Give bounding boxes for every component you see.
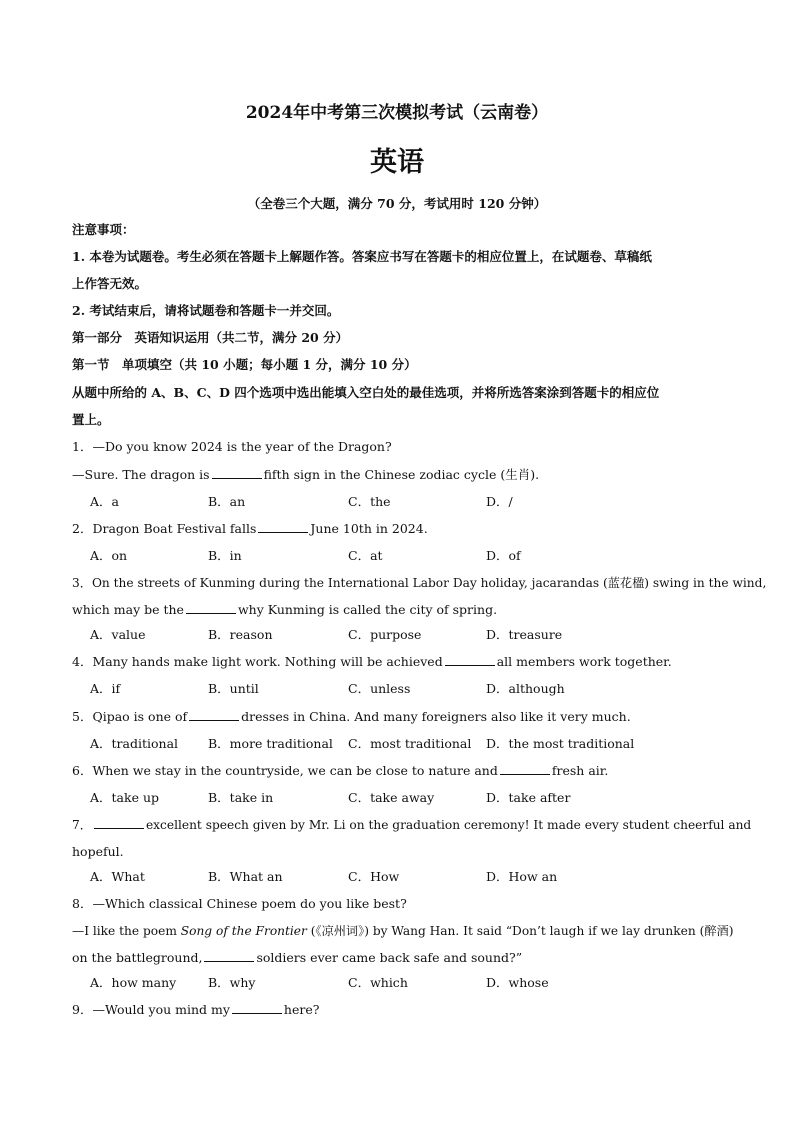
answer-blank <box>186 602 236 614</box>
q6-option-d: D．take after <box>486 790 571 805</box>
question-5-stem: 5．Qipao is one of dresses in China. And many foreigners also like it very much. <box>72 709 631 724</box>
q8-option-c: C．which <box>348 975 408 990</box>
question-8-line-3: on the battleground, soldiers ever came back safe and sound?” <box>72 950 523 965</box>
answer-blank <box>94 817 144 829</box>
answer-blank <box>212 467 262 479</box>
q3-option-c: C．purpose <box>348 627 422 642</box>
exam-subtitle: （全卷三个大题，满分 70 分，考试用时 120 分钟） <box>247 196 547 211</box>
subject-title: 英语 <box>370 147 424 178</box>
instructions-line-1: 从题中所给的 A、B、C、D 四个选项中选出能填入空白处的最佳选项，并将所选答案涂到答题卡的相应位 <box>72 385 660 400</box>
q3-option-b: B．reason <box>208 627 273 642</box>
question-8-line-2: —I like the poem Song of the Frontier (《凉州词》) by Wang Han. It said “Don’t laugh if we lay drunken (醉酒) <box>72 924 734 938</box>
q7-option-c: C．How <box>348 869 400 884</box>
note-1-line-1: 1. 本卷为试题卷。考生必须在答题卡上解题作答。答案应书写在答题卡的相应位置上，在试题卷、草稿纸 <box>72 249 652 264</box>
q4-option-b: B．until <box>208 681 259 696</box>
q8-option-b: B．why <box>208 975 256 990</box>
question-6-stem: 6．When we stay in the countryside, we can be close to nature and fresh air. <box>72 763 609 778</box>
notes-heading: 注意事项： <box>72 222 135 237</box>
note-2: 2. 考试结束后，请将试题卷和答题卡一并交回。 <box>72 303 340 318</box>
question-2-stem: 2．Dragon Boat Festival falls June 10th in 2024. <box>72 521 428 536</box>
q6-option-b: B．take in <box>208 790 274 805</box>
question-3-stem: 3．On the streets of Kunming during the International Labor Day holiday, jacarandas (蓝花楹) swing in the wind, <box>72 576 767 590</box>
q2-option-a: A．on <box>90 548 128 563</box>
answer-blank <box>258 521 308 533</box>
q3-option-a: A．value <box>90 627 146 642</box>
q5-option-d: D．the most traditional <box>486 736 635 751</box>
question-7-line-2: hopeful. <box>72 844 124 859</box>
question-1-line-2: —Sure. The dragon is fifth sign in the Chinese zodiac cycle (生肖). <box>72 467 540 482</box>
q8-option-d: D．whose <box>486 975 549 990</box>
q2-option-c: C．at <box>348 548 383 563</box>
q4-option-a: A．if <box>90 681 121 696</box>
q5-option-c: C．most traditional <box>348 736 472 751</box>
note-1-line-2: 上作答无效。 <box>72 276 148 291</box>
answer-blank <box>232 1002 282 1014</box>
answer-blank <box>189 709 239 721</box>
question-4-stem: 4．Many hands make light work. Nothing will be achieved all members work together. <box>72 654 672 669</box>
q2-option-b: B．in <box>208 548 242 563</box>
q3-option-d: D．treasure <box>486 627 563 642</box>
q4-option-d: D．although <box>486 681 565 696</box>
instructions-line-2: 置上。 <box>72 412 110 427</box>
q6-option-a: A．take up <box>90 790 160 805</box>
q7-option-b: B．What an <box>208 869 283 884</box>
answer-blank <box>500 763 550 775</box>
question-1-stem: 1．—Do you know 2024 is the year of the Dragon? <box>72 439 392 454</box>
q1-option-c: C．the <box>348 494 391 509</box>
exam-title: 2024年中考第三次模拟考试（云南卷） <box>245 103 549 123</box>
q2-option-d: D．of <box>486 548 521 563</box>
section1-heading: 第一节 单项填空（共 10 小题；每小题 1 分，满分 10 分） <box>72 357 417 372</box>
q7-option-d: D．How an <box>486 869 558 884</box>
part1-heading: 第一部分 英语知识运用（共二节，满分 20 分） <box>72 330 349 345</box>
question-8-stem: 8．—Which classical Chinese poem do you like best? <box>72 896 407 911</box>
q1-option-b: B．an <box>208 494 246 509</box>
poem-title: Song of the Frontier <box>180 924 307 938</box>
answer-blank <box>445 654 495 666</box>
q5-option-a: A．traditional <box>90 736 179 751</box>
q5-option-b: B．more traditional <box>208 736 333 751</box>
q7-option-a: A．What <box>90 869 145 884</box>
answer-blank <box>204 950 254 962</box>
question-7-stem: 7． excellent speech given by Mr. Li on the graduation ceremony! It made every student cheerful and <box>72 818 752 832</box>
q8-option-a: A．how many <box>90 975 177 990</box>
q4-option-c: C．unless <box>348 681 411 696</box>
question-9-stem: 9．—Would you mind my here? <box>72 1002 320 1017</box>
q1-option-a: A．a <box>90 494 119 509</box>
question-3-line-2: which may be the why Kunming is called the city of spring. <box>72 602 498 617</box>
q6-option-c: C．take away <box>348 790 435 805</box>
q1-option-d: D．/ <box>486 494 513 509</box>
